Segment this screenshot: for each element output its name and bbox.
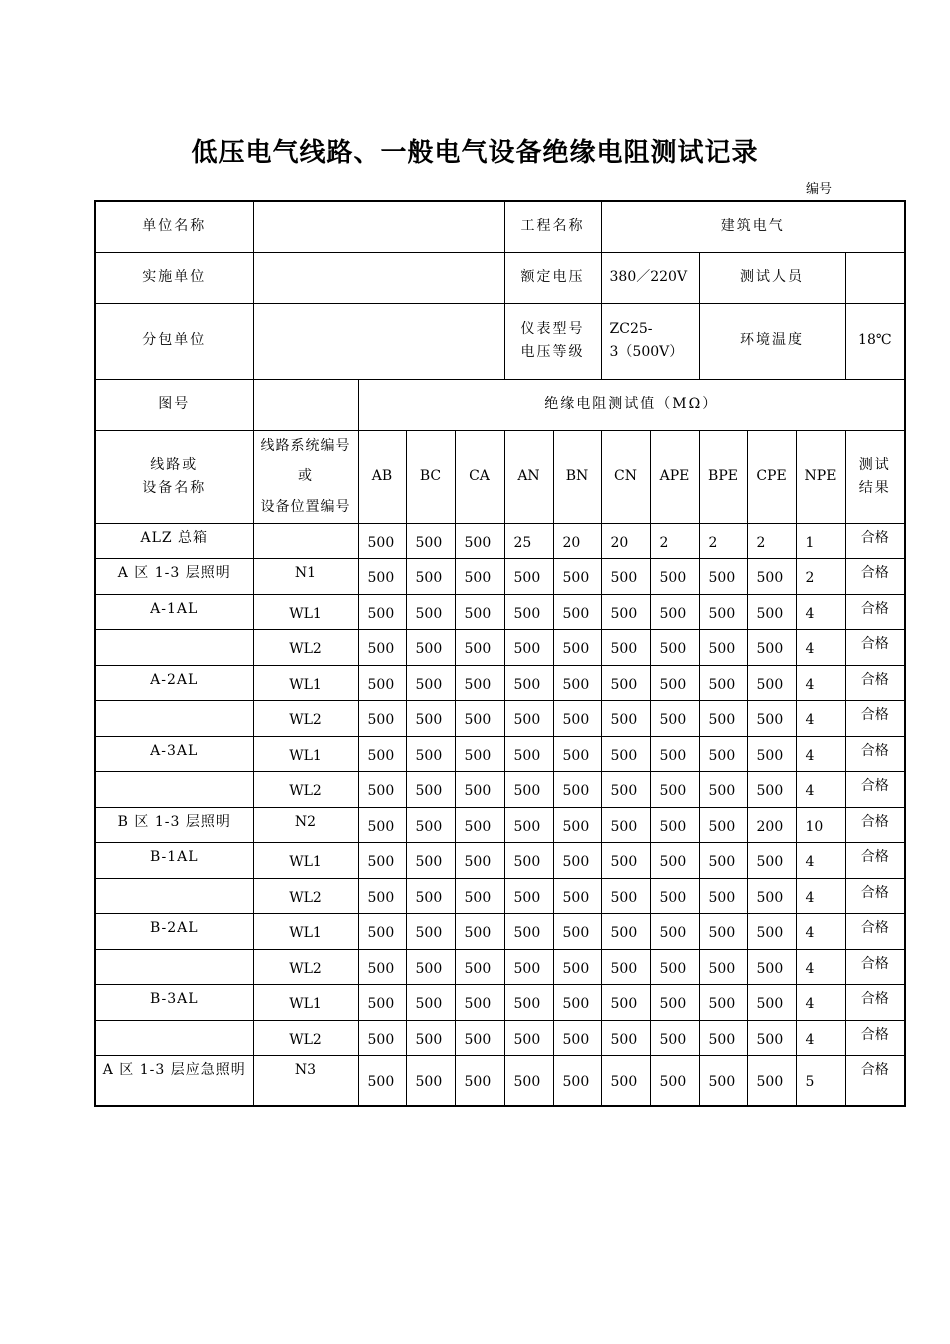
subcontractor-value [253, 303, 504, 379]
value-cell: 500 [699, 594, 747, 630]
value-cell: 500 [601, 772, 650, 808]
circuit-cell: WL2 [253, 878, 358, 914]
value-cell: 500 [650, 701, 699, 737]
value-cell: 500 [455, 772, 504, 808]
value-cell: 500 [406, 665, 455, 701]
value-cell: 500 [406, 630, 455, 666]
value-cell: 500 [650, 1020, 699, 1056]
value-cell: 4 [796, 772, 845, 808]
line-name-cell: B-1AL [95, 843, 253, 879]
value-cell: 500 [601, 878, 650, 914]
value-cell: 500 [406, 701, 455, 737]
circuit-cell: WL2 [253, 701, 358, 737]
value-cell: 500 [650, 807, 699, 843]
circuit-cell: WL1 [253, 914, 358, 950]
result-header-1: 测试 [858, 456, 891, 473]
line-name-cell: A-3AL [95, 736, 253, 772]
value-cell: 500 [358, 559, 406, 595]
value-cell: 500 [699, 1056, 747, 1106]
value-cell: 500 [650, 594, 699, 630]
result-cell: 合格 [845, 701, 905, 737]
value-cell: 4 [796, 914, 845, 950]
circuit-cell: WL2 [253, 1020, 358, 1056]
page-title: 低压电气线路、一般电气设备绝缘电阻测试记录 [191, 138, 759, 168]
value-cell: 4 [796, 843, 845, 879]
data-rows [95, 523, 905, 1106]
value-cell: 500 [650, 878, 699, 914]
table-row [95, 878, 905, 914]
value-cell: 500 [455, 736, 504, 772]
implementer-label: 实施单位 [95, 252, 253, 303]
col-cpe: CPE [747, 430, 796, 523]
value-cell: 500 [747, 914, 796, 950]
value-cell: 500 [601, 807, 650, 843]
col-ab: AB [358, 430, 406, 523]
col-npe: NPE [796, 430, 845, 523]
value-cell: 500 [406, 559, 455, 595]
meter-value [601, 303, 699, 379]
circuit-cell: N3 [253, 1056, 358, 1106]
circuit-header-2: 设备位置编号 [260, 499, 351, 516]
circuit-cell: WL1 [253, 736, 358, 772]
value-cell: 2 [796, 559, 845, 595]
rated-voltage-label: 额定电压 [504, 252, 601, 303]
line-name-cell [95, 949, 253, 985]
value-cell: 500 [601, 736, 650, 772]
value-cell: 500 [553, 914, 601, 950]
project-name-value: 建筑电气 [601, 201, 905, 252]
value-cell: 500 [504, 1020, 553, 1056]
result-cell: 合格 [845, 1056, 905, 1106]
value-cell: 4 [796, 594, 845, 630]
value-cell: 4 [796, 701, 845, 737]
value-cell: 500 [553, 1020, 601, 1056]
value-cell: 500 [699, 843, 747, 879]
table-row [95, 665, 905, 701]
line-name-cell: B-3AL [95, 985, 253, 1021]
value-cell: 500 [504, 630, 553, 666]
value-cell: 500 [455, 559, 504, 595]
table-row [95, 772, 905, 808]
line-name-header-1: 线路或 [150, 456, 199, 473]
env-temp-value: 18℃ [845, 303, 905, 379]
voltage-class-label: 电压等级 [520, 344, 585, 360]
value-cell: 500 [504, 949, 553, 985]
circuit-cell: WL1 [253, 985, 358, 1021]
header-row-unit [95, 201, 905, 252]
value-cell: 500 [406, 914, 455, 950]
line-name-cell: A 区 1-3 层应急照明 [95, 1056, 253, 1106]
table-row [95, 1020, 905, 1056]
value-cell: 500 [358, 1056, 406, 1106]
value-cell: 500 [650, 772, 699, 808]
value-cell: 500 [553, 665, 601, 701]
value-cell: 500 [747, 594, 796, 630]
value-cell: 500 [504, 665, 553, 701]
line-name-cell [95, 630, 253, 666]
value-cell: 1 [796, 523, 845, 559]
value-cell: 500 [699, 701, 747, 737]
value-cell: 500 [358, 594, 406, 630]
value-cell: 500 [406, 807, 455, 843]
value-cell: 500 [406, 878, 455, 914]
meter-model-value: ZC25- [609, 320, 653, 337]
meter-label [504, 303, 601, 379]
value-cell: 500 [504, 843, 553, 879]
result-cell: 合格 [845, 559, 905, 595]
value-cell: 500 [553, 878, 601, 914]
value-cell: 500 [504, 807, 553, 843]
col-ape: APE [650, 430, 699, 523]
result-cell: 合格 [845, 665, 905, 701]
value-cell: 500 [358, 630, 406, 666]
value-cell: 500 [699, 736, 747, 772]
env-temp-label: 环境温度 [699, 303, 845, 379]
value-cell: 500 [650, 736, 699, 772]
value-cell: 500 [358, 843, 406, 879]
meter-model-label: 仪表型号 [520, 320, 585, 337]
value-cell: 500 [747, 1020, 796, 1056]
value-cell: 500 [699, 878, 747, 914]
value-cell: 500 [358, 701, 406, 737]
value-cell: 500 [406, 594, 455, 630]
line-name-cell: B-2AL [95, 914, 253, 950]
value-cell: 500 [504, 772, 553, 808]
value-cell: 500 [747, 736, 796, 772]
value-cell: 500 [553, 630, 601, 666]
line-name-cell: A-1AL [95, 594, 253, 630]
value-cell: 500 [601, 701, 650, 737]
value-cell: 500 [504, 736, 553, 772]
value-cell: 500 [650, 559, 699, 595]
value-cell: 500 [406, 772, 455, 808]
value-cell: 500 [601, 559, 650, 595]
result-cell: 合格 [845, 843, 905, 879]
value-cell: 4 [796, 1020, 845, 1056]
test-record-table [94, 200, 906, 1107]
value-cell: 500 [553, 949, 601, 985]
value-cell: 4 [796, 878, 845, 914]
circuit-cell: WL1 [253, 843, 358, 879]
value-cell: 4 [796, 985, 845, 1021]
line-name-cell: A 区 1-3 层照明 [95, 559, 253, 595]
value-cell: 500 [747, 878, 796, 914]
serial-number-label: 编号 [806, 182, 833, 197]
value-cell: 500 [504, 914, 553, 950]
value-cell: 500 [358, 736, 406, 772]
value-cell: 2 [747, 523, 796, 559]
value-cell: 500 [358, 985, 406, 1021]
value-cell: 25 [504, 523, 553, 559]
value-cell: 500 [406, 843, 455, 879]
value-cell: 500 [455, 985, 504, 1021]
value-cell: 500 [504, 1056, 553, 1106]
result-cell: 合格 [845, 736, 905, 772]
value-cell: 500 [747, 701, 796, 737]
table-row [95, 701, 905, 737]
value-cell: 500 [650, 630, 699, 666]
value-cell: 500 [455, 914, 504, 950]
value-cell: 500 [455, 1056, 504, 1106]
circuit-cell: WL2 [253, 772, 358, 808]
value-cell: 500 [601, 949, 650, 985]
drawing-value [253, 379, 358, 430]
value-cell: 500 [553, 807, 601, 843]
table-row [95, 523, 905, 559]
table-row [95, 843, 905, 879]
col-cn: CN [601, 430, 650, 523]
result-header [845, 430, 905, 523]
line-name-cell [95, 772, 253, 808]
result-cell: 合格 [845, 594, 905, 630]
circuit-header [253, 430, 358, 523]
value-cell: 500 [650, 949, 699, 985]
value-cell: 500 [553, 772, 601, 808]
value-cell: 500 [455, 701, 504, 737]
value-cell: 500 [358, 914, 406, 950]
unit-name-label: 单位名称 [95, 201, 253, 252]
value-cell: 500 [504, 701, 553, 737]
table-row [95, 1056, 905, 1106]
circuit-cell: WL2 [253, 630, 358, 666]
circuit-cell: WL2 [253, 949, 358, 985]
value-cell: 500 [747, 985, 796, 1021]
value-cell: 20 [601, 523, 650, 559]
value-cell: 500 [699, 630, 747, 666]
unit-name-value [253, 201, 504, 252]
value-cell: 500 [747, 949, 796, 985]
value-cell: 500 [553, 1056, 601, 1106]
header-row-drawing [95, 379, 905, 430]
col-bpe: BPE [699, 430, 747, 523]
value-cell: 500 [601, 594, 650, 630]
value-cell: 500 [699, 665, 747, 701]
line-name-cell [95, 878, 253, 914]
circuit-cell: WL1 [253, 594, 358, 630]
table-row [95, 736, 905, 772]
value-cell: 500 [358, 807, 406, 843]
value-cell: 500 [650, 665, 699, 701]
value-cell: 500 [504, 878, 553, 914]
value-cell: 500 [455, 843, 504, 879]
value-cell: 500 [455, 630, 504, 666]
col-an: AN [504, 430, 553, 523]
value-cell: 500 [650, 985, 699, 1021]
value-cell: 500 [553, 559, 601, 595]
table-row [95, 630, 905, 666]
value-cell: 4 [796, 949, 845, 985]
circuit-header-1: 线路系统编号或 [260, 437, 351, 485]
value-cell: 500 [406, 985, 455, 1021]
col-ca: CA [455, 430, 504, 523]
value-cell: 500 [699, 559, 747, 595]
value-cell: 500 [650, 914, 699, 950]
value-cell: 500 [455, 523, 504, 559]
value-cell: 4 [796, 665, 845, 701]
circuit-cell: N2 [253, 807, 358, 843]
line-name-cell: B 区 1-3 层照明 [95, 807, 253, 843]
line-name-cell: A-2AL [95, 665, 253, 701]
value-cell: 500 [747, 630, 796, 666]
line-name-header-2: 设备名称 [142, 479, 207, 496]
value-cell: 500 [699, 807, 747, 843]
value-cell: 500 [699, 949, 747, 985]
value-cell: 500 [406, 1056, 455, 1106]
value-cell: 500 [601, 1056, 650, 1106]
value-cell: 500 [699, 985, 747, 1021]
value-cell: 500 [601, 630, 650, 666]
value-cell: 500 [601, 985, 650, 1021]
value-cell: 500 [699, 914, 747, 950]
table-row [95, 807, 905, 843]
value-cell: 500 [455, 665, 504, 701]
insulation-resistance-label: 绝缘电阻测试值（MΩ） [358, 379, 905, 430]
result-cell: 合格 [845, 1020, 905, 1056]
value-cell: 500 [747, 772, 796, 808]
table-row [95, 594, 905, 630]
value-cell: 500 [504, 985, 553, 1021]
value-cell: 500 [601, 1020, 650, 1056]
column-header-row [95, 430, 905, 523]
value-cell: 500 [358, 878, 406, 914]
value-cell: 2 [650, 523, 699, 559]
value-cell: 200 [747, 807, 796, 843]
value-cell: 500 [747, 1056, 796, 1106]
value-cell: 5 [796, 1056, 845, 1106]
value-cell: 500 [601, 665, 650, 701]
col-bn: BN [553, 430, 601, 523]
value-cell: 500 [601, 843, 650, 879]
col-bc: BC [406, 430, 455, 523]
project-name-label: 工程名称 [504, 201, 601, 252]
value-cell: 4 [796, 630, 845, 666]
result-cell: 合格 [845, 630, 905, 666]
line-name-cell [95, 1020, 253, 1056]
line-name-header [95, 430, 253, 523]
line-name-cell [95, 701, 253, 737]
value-cell: 500 [747, 665, 796, 701]
value-cell: 500 [358, 1020, 406, 1056]
value-cell: 500 [650, 1056, 699, 1106]
value-cell: 500 [455, 807, 504, 843]
header-row-subcontractor [95, 303, 905, 379]
value-cell: 500 [358, 949, 406, 985]
value-cell: 4 [796, 736, 845, 772]
implementer-value [253, 252, 504, 303]
value-cell: 500 [406, 1020, 455, 1056]
value-cell: 500 [504, 594, 553, 630]
tester-value [845, 252, 905, 303]
result-cell: 合格 [845, 949, 905, 985]
result-header-2: 结果 [858, 479, 891, 496]
value-cell: 500 [406, 949, 455, 985]
value-cell: 500 [358, 772, 406, 808]
table-row [95, 949, 905, 985]
value-cell: 500 [553, 594, 601, 630]
value-cell: 500 [553, 985, 601, 1021]
result-cell: 合格 [845, 772, 905, 808]
voltage-class-value: 3（500V） [609, 344, 684, 360]
circuit-cell: WL1 [253, 665, 358, 701]
value-cell: 500 [601, 914, 650, 950]
circuit-cell [253, 523, 358, 559]
result-cell: 合格 [845, 878, 905, 914]
value-cell: 500 [406, 736, 455, 772]
value-cell: 500 [455, 878, 504, 914]
line-name-cell: ALZ 总箱 [95, 523, 253, 559]
value-cell: 500 [504, 559, 553, 595]
value-cell: 500 [747, 559, 796, 595]
subcontractor-label: 分包单位 [95, 303, 253, 379]
result-cell: 合格 [845, 985, 905, 1021]
rated-voltage-value: 380／220V [601, 252, 699, 303]
value-cell: 500 [358, 523, 406, 559]
header-row-implementer [95, 252, 905, 303]
result-cell: 合格 [845, 523, 905, 559]
tester-label: 测试人员 [699, 252, 845, 303]
table-row [95, 985, 905, 1021]
value-cell: 500 [358, 665, 406, 701]
table-row [95, 559, 905, 595]
result-cell: 合格 [845, 807, 905, 843]
result-cell: 合格 [845, 914, 905, 950]
value-cell: 20 [553, 523, 601, 559]
value-cell: 500 [553, 736, 601, 772]
value-cell: 500 [406, 523, 455, 559]
value-cell: 10 [796, 807, 845, 843]
value-cell: 500 [455, 1020, 504, 1056]
value-cell: 2 [699, 523, 747, 559]
table-row [95, 914, 905, 950]
value-cell: 500 [650, 843, 699, 879]
value-cell: 500 [553, 843, 601, 879]
value-cell: 500 [455, 949, 504, 985]
circuit-cell: N1 [253, 559, 358, 595]
drawing-label: 图号 [95, 379, 253, 430]
value-cell: 500 [747, 843, 796, 879]
value-cell: 500 [699, 772, 747, 808]
value-cell: 500 [553, 701, 601, 737]
value-cell: 500 [699, 1020, 747, 1056]
value-cell: 500 [455, 594, 504, 630]
